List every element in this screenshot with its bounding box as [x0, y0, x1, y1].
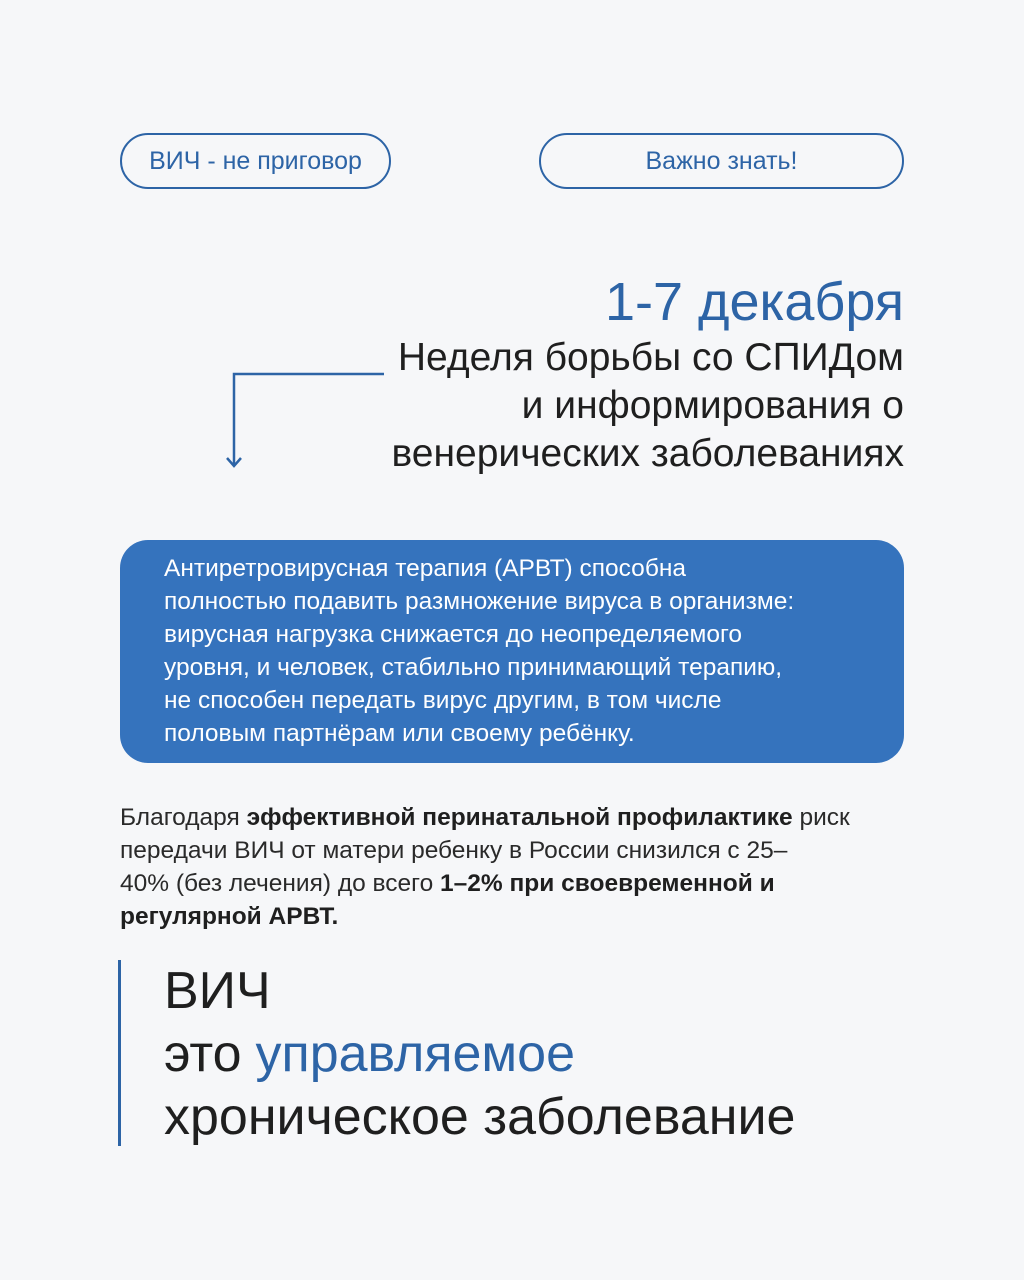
info-line: Антиретровирусная терапия (АРВТ) способна: [164, 555, 687, 582]
paragraph-line: передачи ВИЧ от матери ребенку в России снизился с 25–: [120, 837, 788, 864]
statement-accent-bar: [118, 960, 121, 1146]
art-info-box: [120, 540, 904, 763]
prevention-paragraph: [120, 801, 910, 933]
paragraph-line: Благодаря эффективной перинатальной профилактике риск: [120, 804, 850, 831]
week-title-line-1: Неделя борьбы со СПИДом: [397, 336, 904, 379]
date-title: 1-7 декабря: [604, 272, 904, 332]
hiv-statement: [164, 960, 795, 1149]
week-title: [392, 334, 904, 478]
statement-accent-word: управляемое: [255, 1025, 575, 1083]
paragraph-line: регулярной АРВТ.: [120, 903, 339, 930]
info-line: полностью подавить размножение вируса в организме:: [164, 588, 795, 615]
tag-important-to-know: Важно знать!: [539, 133, 904, 189]
arrow-down-icon: [226, 368, 386, 472]
paragraph-line: 40% (без лечения) до всего 1–2% при своевременной и: [120, 870, 775, 897]
week-title-line-2: и информирования о: [521, 384, 904, 427]
statement-line-1: ВИЧ: [164, 962, 271, 1020]
info-line: половым партнёрам или своему ребёнку.: [164, 720, 635, 747]
tag-hiv-not-sentence: ВИЧ - не приговор: [120, 133, 391, 189]
info-line: вирусная нагрузка снижается до неопределяемого: [164, 621, 742, 648]
info-line: не способен передать вирус другим, в том числе: [164, 687, 722, 714]
statement-line-3: хроническое заболевание: [164, 1088, 796, 1146]
week-title-line-3: венерических заболеваниях: [391, 432, 904, 475]
statement-line-2: это управляемое: [164, 1025, 575, 1083]
info-line: уровня, и человек, стабильно принимающий терапию,: [164, 654, 783, 681]
